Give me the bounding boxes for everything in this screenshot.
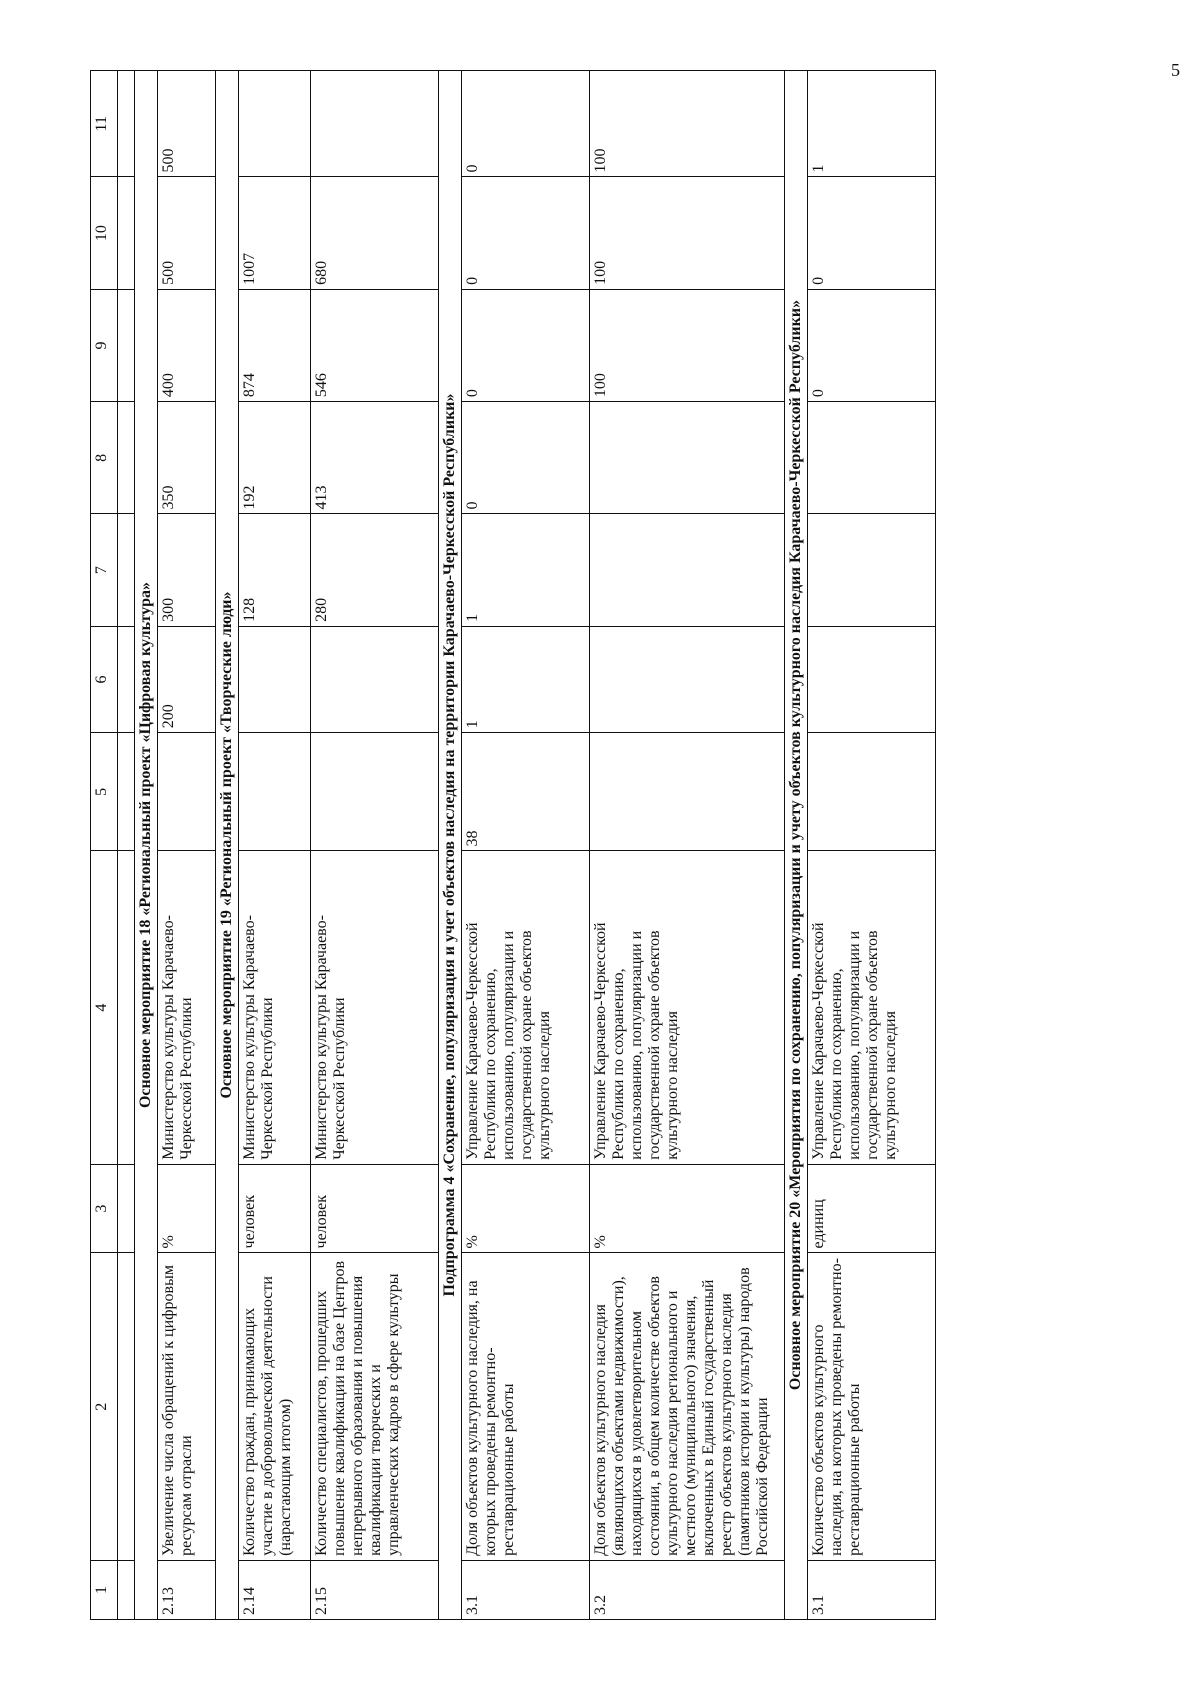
header-cell: 3 [91, 1164, 118, 1253]
header-cell: 11 [91, 71, 118, 178]
value-cell [590, 514, 785, 626]
row-number: 2.15 [311, 1560, 439, 1619]
value-cell [808, 626, 936, 732]
header-cell: 2 [91, 1253, 118, 1560]
table-row [462, 71, 590, 1620]
value-cell: 100 [590, 177, 785, 289]
section-title-row [439, 71, 462, 1620]
value-cell: 500 [158, 177, 216, 289]
table-row [239, 71, 311, 1620]
section-title: Основное мероприятие 18 «Региональный проект «Цифровая культура» [135, 71, 158, 1620]
table-row [590, 71, 785, 1620]
responsible: Министерство культуры Карачаево-Черкесской Республики [158, 851, 216, 1164]
value-cell [590, 626, 785, 732]
unit: % [590, 1164, 785, 1253]
responsible: Управление Карачаево-Черкесской Республики по сохранению, использованию, популяризации и государственной охране объектов культурного наследия [590, 851, 785, 1164]
section-title: Основное мероприятие 20 «Мероприятия по сохранению, популяризации и учету объектов культурного наследия Карачаево-Черкесской Республики» [785, 71, 808, 1620]
value-cell: 1007 [239, 177, 311, 289]
value-cell [590, 402, 785, 514]
table-row [158, 71, 216, 1620]
section-title: Подпрограмма 4 «Сохранение, популяризация и учет объектов наследия на территории Карачаево-Черкесской Республики» [439, 71, 462, 1620]
value-cell: 874 [239, 289, 311, 401]
value-cell: 0 [462, 177, 590, 289]
responsible: Управление Карачаево-Черкесской Республики по сохранению, использованию, популяризации и государственной охране объектов культурного наследия [808, 851, 936, 1164]
value-cell: 413 [311, 402, 439, 514]
value-cell: 300 [158, 514, 216, 626]
header-cell: 10 [91, 177, 118, 289]
section-title-row [785, 71, 808, 1620]
unit: единиц [808, 1164, 936, 1253]
value-cell [311, 71, 439, 178]
table-row [311, 71, 439, 1620]
header-cell: 5 [91, 733, 118, 851]
value-cell: 0 [462, 402, 590, 514]
indicator-name: Доля объектов культурного наследия (являющихся объектами недвижимости), находящихся в удовлетворительном состоянии, в общем количестве объектов культурного наследия регионального и местного (муниципального) значения, включенных в Единый государственный реестр объектов культурного наследия (памятников истории и культуры) народов Российской Федерации [590, 1253, 785, 1560]
header-row [91, 71, 118, 1620]
section-title-row [216, 71, 239, 1620]
indicator-name: Количество специалистов, прошедших повышение квалификации на базе Центров непрерывного образования и повышения квалификации творческих и управленческих кадров в сфере культуры [311, 1253, 439, 1560]
value-cell: 280 [311, 514, 439, 626]
row-number: 2.13 [158, 1560, 216, 1619]
value-cell: 0 [462, 289, 590, 401]
header-cell: 6 [91, 626, 118, 732]
value-cell [808, 514, 936, 626]
value-cell: 0 [808, 177, 936, 289]
value-cell: 0 [462, 71, 590, 178]
indicators-table [90, 70, 936, 1620]
row-number: 2.14 [239, 1560, 311, 1619]
value-cell [239, 71, 311, 178]
responsible: Управление Карачаево-Черкесской Республики по сохранению, использованию, популяризации и государственной охране объектов культурного наследия [462, 851, 590, 1164]
page-number: 5 [1171, 60, 1180, 80]
header-cell: 9 [91, 289, 118, 401]
value-cell [239, 626, 311, 732]
section-title: Основное мероприятие 19 «Региональный проект «Творческие люди» [216, 71, 239, 1620]
value-cell: 680 [311, 177, 439, 289]
value-cell [808, 402, 936, 514]
row-number: 3.1 [808, 1560, 936, 1619]
value-cell: 200 [158, 626, 216, 732]
responsible: Министерство культуры Карачаево-Черкесской Республики [311, 851, 439, 1164]
header-cell: 7 [91, 514, 118, 626]
unit: человек [311, 1164, 439, 1253]
indicator-name: Доля объектов культурного наследия, на которых проведены ремонтно-реставрационные работы [462, 1253, 590, 1560]
value-cell: 546 [311, 289, 439, 401]
value-cell [311, 733, 439, 851]
header-cell: 8 [91, 402, 118, 514]
responsible: Министерство культуры Карачаево-Черкесской Республики [239, 851, 311, 1164]
value-cell [808, 733, 936, 851]
value-cell [239, 733, 311, 851]
value-cell: 400 [158, 289, 216, 401]
unit: % [462, 1164, 590, 1253]
value-cell: 0 [808, 289, 936, 401]
value-cell [311, 626, 439, 732]
indicator-name: Количество граждан, принимающих участие в добровольческой деятельности (нарастающим итогом) [239, 1253, 311, 1560]
value-cell [590, 733, 785, 851]
value-cell: 1 [462, 514, 590, 626]
indicator-name: Количество объектов культурного наследия, на которых проведены ремонтно-реставрационные работы [808, 1253, 936, 1560]
section-title-row [135, 71, 158, 1620]
value-cell: 192 [239, 402, 311, 514]
value-cell: 350 [158, 402, 216, 514]
value-cell: 1 [462, 626, 590, 732]
header-cell: 1 [91, 1560, 118, 1619]
value-cell: 100 [590, 289, 785, 401]
row-number: 3.1 [462, 1560, 590, 1619]
header-cell: 4 [91, 851, 118, 1164]
value-cell: 1 [808, 71, 936, 178]
spacer-row [118, 71, 135, 1620]
value-cell: 128 [239, 514, 311, 626]
rotated-page [90, 70, 1140, 1620]
table-row [808, 71, 936, 1620]
indicator-name: Увеличение числа обращений к цифровым ресурсам отрасли [158, 1253, 216, 1560]
row-number: 3.2 [590, 1560, 785, 1619]
value-cell: 500 [158, 71, 216, 178]
value-cell [158, 733, 216, 851]
value-cell: 38 [462, 733, 590, 851]
unit: % [158, 1164, 216, 1253]
unit: человек [239, 1164, 311, 1253]
value-cell: 100 [590, 71, 785, 178]
